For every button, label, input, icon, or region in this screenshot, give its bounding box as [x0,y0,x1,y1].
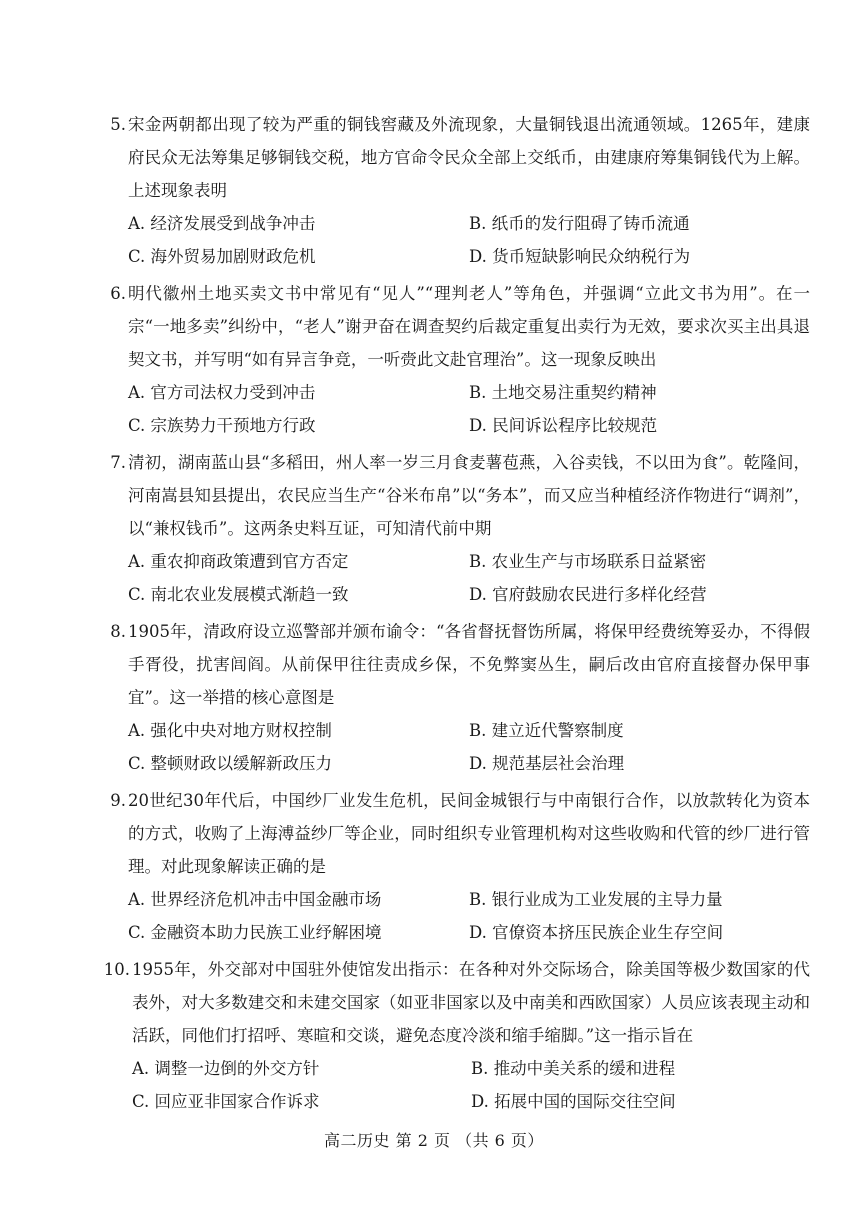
option-a: A. 重农抑商政策遭到官方否定 [128,552,349,571]
question-number: 7. [110,453,126,472]
question-number: 6. [110,284,126,303]
option-a: A. 强化中央对地方财权控制 [128,721,332,740]
question-text: 明代徽州土地买卖文书中常见有“见人”“理判老人”等角色，并强调“立此文书为用”。在一宗“一地多卖”纠纷中，“老人”谢尹奋在调查契约后裁定重复出卖行为无效，要求次买主出具退契文书，并写明“如有异言争竞，一听赍此文赴官理治”。这一现象反映出 [128,284,810,369]
question-stem [100,615,810,714]
option-d: D. 货币短缺影响民众纳税行为 [469,247,691,266]
question-9 [100,784,810,949]
question-stem [100,277,810,376]
option-c: C. 南北农业发展模式渐趋一致 [128,585,349,604]
options [100,545,810,611]
options [100,376,810,442]
option-a: A. 经济发展受到战争冲击 [128,214,316,233]
option-b: B. 银行业成为工业发展的主导力量 [469,890,723,909]
options [100,207,810,273]
option-a: A. 调整一边倒的外交方针 [132,1059,320,1078]
question-stem [100,784,810,883]
question-text: 宋金两朝都出现了较为严重的铜钱窖藏及外流现象，大量铜钱退出流通领域。1265年，建康府民众无法筹集足够铜钱交税，地方官命令民众全部上交纸币，由建康府筹集铜钱代为上解。上述现象表明 [128,115,810,200]
question-number: 5. [110,115,126,134]
option-c: C. 海外贸易加剧财政危机 [128,247,316,266]
options [100,883,810,949]
question-number: 9. [110,791,126,810]
option-d: D. 民间诉讼程序比较规范 [469,416,658,435]
question-5 [100,108,810,273]
question-8 [100,615,810,780]
question-text: 20世纪30年代后，中国纱厂业发生危机，民间金城银行与中南银行合作，以放款转化为资本的方式，收购了上海溥益纱厂等企业，同时组织专业管理机构对这些收购和代管的纱厂进行管理。对此现象解读正确的是 [128,791,810,876]
options [100,714,810,780]
question-text: 1955年，外交部对中国驻外使馆发出指示：在各种对外交际场合，除美国等极少数国家的代表外，对大多数建交和未建交国家（如亚非国家以及中南美和西欧国家）人员应该表现主动和活跃，同他们打招呼、寒暄和交谈，避免态度冷淡和缩手缩脚。”这一指示旨在 [132,960,810,1045]
option-d: D. 规范基层社会治理 [469,754,625,773]
option-c: C. 整顿财政以缓解新政压力 [128,754,333,773]
option-b: B. 建立近代警察制度 [469,721,624,740]
option-b: B. 土地交易注重契约精神 [469,383,657,402]
option-d: D. 官僚资本挤压民族企业生存空间 [469,923,724,942]
option-a: A. 官方司法权力受到冲击 [128,383,316,402]
option-b: B. 纸币的发行阻碍了铸币流通 [469,214,690,233]
option-c: C. 金融资本助力民族工业纾解困境 [128,923,382,942]
question-stem [100,953,810,1052]
question-text: 清初，湖南蓝山县“多稻田，州人率一岁三月食麦薯苞燕，入谷卖钱，不以田为食”。乾隆间，河南嵩县知县提出，农民应当生产“谷米布帛”以“务本”，而又应当种植经济作物进行“调剂”，以“兼权钱币”。这两条史料互证，可知清代前中期 [128,453,810,538]
option-b: B. 推动中美关系的缓和进程 [471,1059,676,1078]
page-footer: 高二历史 第 2 页 （共 6 页） [324,1131,544,1150]
option-d: D. 拓展中国的国际交往空间 [471,1092,676,1111]
question-10 [100,953,810,1118]
option-c: C. 宗族势力干预地方行政 [128,416,316,435]
question-number: 8. [110,622,126,641]
options [100,1052,810,1118]
question-stem [100,446,810,545]
question-7 [100,446,810,611]
option-b: B. 农业生产与市场联系日益紧密 [469,552,707,571]
question-stem [100,108,810,207]
question-number: 10. [103,960,130,979]
question-text: 1905年，清政府设立巡警部并颁布谕令：“各省督抚督饬所属，将保甲经费统筹妥办，不得假手胥役，扰害闾阎。从前保甲往往责成乡保，不免弊窦丛生，嗣后改由官府直接督办保甲事宜”。这一举措的核心意图是 [128,622,810,707]
option-c: C. 回应亚非国家合作诉求 [132,1092,320,1111]
option-d: D. 官府鼓励农民进行多样化经营 [469,585,707,604]
question-6 [100,277,810,442]
option-a: A. 世界经济危机冲击中国金融市场 [128,890,382,909]
